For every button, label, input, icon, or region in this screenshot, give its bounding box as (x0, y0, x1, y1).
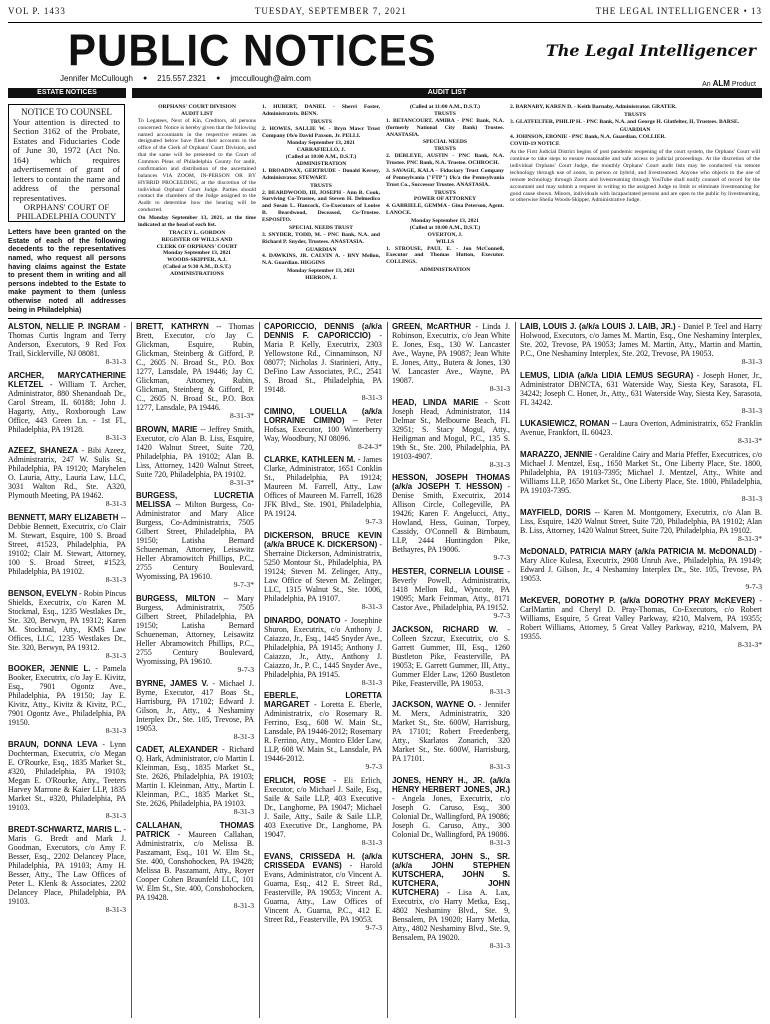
audit-heading: WILLS (435, 238, 455, 245)
estate-entry (136, 322, 254, 421)
estate-details: - Colleen Szczur, Executrix, c/o S. Garrett Gummer, III, Esq., 1260 Bustleton Pike, Feasterville, PA 19053; E. Garrett Gummer, III, Atty., Gummer Elder Law, 1260 Bustleton Pike, Feasterville, PA 19053. (392, 624, 510, 688)
estate-entry (264, 531, 382, 612)
estate-details: -- Peter Hofsas, Executor, 100 Winterberry Way, Woodbury, NJ 08096. (264, 415, 382, 443)
estate-details: - Jennifer M. Merx, Administratrix, 320 Market St., Ste. 600W, Harrisburg, PA 17101; Robert Freedenberg, Atty., Skarlatos Zonarich, 320 Market St., Ste. 600W, Harrisburg, PA 17101. (392, 700, 510, 764)
estate-entry-text (136, 491, 254, 581)
decedent-name: BRETT, KATHRYN (136, 322, 209, 331)
audit-heading: Monday September 13, 2021 (287, 140, 355, 147)
publication-code: 8-31-3 (741, 357, 762, 366)
decedent-name: BURGESS, MILTON (136, 593, 216, 603)
decedent-name: McDONALD, PATRICIA MARY (a/k/a PATRICIA M. McDONALD) (520, 547, 757, 557)
audit-heading: HERRON, J. (305, 275, 337, 281)
estate-column-5 (520, 322, 762, 654)
publication-code: 8-31-3 (105, 650, 126, 660)
publication-code: 8-31-3 (105, 726, 126, 736)
column-divider (259, 322, 260, 1018)
estate-entry (520, 419, 762, 446)
estate-entry (8, 825, 126, 915)
decedent-name: BURGESS, LUCRETIA MELISSA (136, 491, 254, 510)
audit-signature-line: TRACEY L. GORDON (168, 229, 226, 236)
publication-code: 9-7-3 (365, 922, 382, 932)
publication-code: 8-31-3 (233, 807, 254, 817)
decedent-name: MAYFIELD, DORIS (520, 507, 591, 517)
audit-heading: SPECIAL NEEDS (423, 139, 467, 146)
estate-entry-text (392, 700, 510, 763)
estate-entry (136, 594, 254, 675)
estate-entry-text (392, 625, 510, 688)
audit-column-2 (262, 104, 380, 282)
audit-entry: 3. SNYDER, TODD, M. - PNC Bank, N.A. and Richard P. Snyder, Trustees. ANASTASIA. (262, 231, 380, 245)
estate-details: - Bibi Azeez, Administratrix, 247 W. Sulis St., Philadelphia, PA 19120; Maryhelen O. Lauria, Atty., Lauria Law, LLC, 3031 Walton Rd., Ste. A320, Plymouth Meeting, PA 19462. (8, 446, 126, 501)
estate-entry (136, 679, 254, 742)
estate-entry (264, 455, 382, 527)
estate-entry (264, 776, 382, 848)
estate-entry (392, 852, 510, 951)
estate-entry-text (264, 322, 382, 394)
audit-heading: Monday September 13, 2021 (411, 218, 479, 224)
publication-code: 8-31-3 (489, 762, 510, 772)
audit-heading: TRUSTS (624, 111, 646, 118)
publication-code: 8-31-3 (361, 601, 382, 611)
notice-to-counsel-box (8, 104, 125, 222)
covid-notice-heading: COVID-19 NOTICE (510, 141, 560, 148)
estate-details: -- Laura Overton, Administratrix, 652 Franklin Avenue, Frankfort, IL 60423. (520, 419, 762, 438)
estate-details: - Maris G. Bredt and Mark J. Goodman, Executors, c/o Amy F. Besser, Esq., 2202 Delancey Place, Philadelphia, PA 19103; Amy H. Besser, Atty., The Law Offices of Peter L. Klenk & Associates, 2202 Delancey Place, Philadelphia, PA 19103. (8, 824, 126, 906)
bullet-icon: ● (142, 75, 148, 82)
audit-entry: 1. STROUSE, PAUL E. - Jon McConnell, Executor and Thomas Hutton, Executor. COLLINGS. (386, 245, 504, 266)
estate-entry (392, 322, 510, 394)
estate-entry-text (8, 825, 126, 906)
contact-name: Jennifer McCullough (60, 74, 133, 83)
decedent-name: BREDT-SCHWARTZ, MARIS L. (8, 824, 122, 834)
estate-entry-text (136, 425, 254, 479)
estate-entry (136, 821, 254, 911)
estate-details: - Maureen Callahan, Administratrix, c/o Melissa B. Paszamant, Esq., 101 W. Elm St., Ste. 400, Conshohocken, PA 19428; Melissa B. Paszamant, Atty., Royer Cooper Cohen Braunfeld LLC, 101 W. Elm St., Ste. 400, Conshohocken, PA 19428. (136, 829, 254, 902)
estate-entry-text (392, 398, 510, 461)
notice-box-title: NOTICE TO COUNSEL (21, 107, 112, 117)
publication-code: 8-31-3 (741, 405, 762, 415)
estate-details: -- Thomas Brett, Executor, c/o Jay C. Glickman, Esquire, Rubin, Glickman, Steinberg & Gifford, P. C., 2605 N. Broad St., P.O. Box 1277, Lansdale, PA 19446; Jay C. Glickman, Attorney, Rubin, Glickman, Steinberg & Gifford, P. C., 2605 N. Broad St., P.O. Box 1277, Lansdale, PA 19446. (136, 322, 254, 412)
estate-details: - Lisa A. Lax, Executrix, c/o Harry Metka, Esq., 4802 Neshaminy Blvd., Ste. 9, Bensalem, PA 19020; Harry Metka, Atty., 4802 Neshaminy Blvd., Ste. 9, Bensalem, PA 19020. (392, 887, 510, 942)
estate-details: - Denise Smith, Executrix, 2014 Allison Circle, Collegeville, PA 19426; Karen F. Angelucci, Atty., Howland, Hess, Guinan, Torpey, Cassidy, O'Connell & Birnbaum, LLP, 2444 Huntingdon Pike, Bethayres, PA 19006. (392, 482, 510, 555)
publication-code: 8-31-3 (489, 686, 510, 696)
estate-entry-text (8, 446, 126, 500)
estate-entry-text (8, 589, 126, 652)
estate-details: - Sherraine Dickerson, Administratrix, 5250 Montour St., Philadelphia, PA 19124; Steven M. Zelinger, Atty., Law Office of Steven M. Zelinger, LLC, 1315 Walnut St., Ste. 1006, Philadelphia, PA 19107. (264, 539, 382, 603)
estate-column-3 (264, 322, 382, 936)
estate-entry (8, 664, 126, 736)
decedent-name: BROWN, MARIE (136, 424, 198, 434)
publication-code: 8-31-3 (105, 810, 126, 820)
audit-entry: 2. BEARDWOOD, III, JOSEPH - Ann B. Cook, Surviving Co-Trustee, and Steven H. Delmedico and Susan L. Hancock, Co-Executors of Louise B. Beardwood, Deceased, Co-Trustee. ESPOSITO. (262, 189, 380, 223)
estate-entry (264, 322, 382, 403)
estate-details: - Loretta E. Eberle, Administratrix, c/o Rosemary R. Ferrino, Esq., 608 W. Main St., Lansdale, PA 19446-2012; Rosemary R. Ferrino, Atty., Montco Elder Law, LLP, 608 W. Main St., Lansdale, PA 19446-2012. (264, 700, 382, 764)
publication-code: 8-24-3* (357, 441, 382, 451)
audit-heading: TRUSTS (310, 118, 332, 125)
estate-entry-text (264, 616, 382, 679)
decedent-name: JONES, HENRY H., JR. (a/k/a HENRY HERBERT JONES, JR.) (392, 775, 510, 794)
estate-entry (392, 700, 510, 772)
estate-details: - William T. Archer, Administrator, 880 Shenandoah Dr., Carol Stream, IL 60188; John J. Hagarty, Atty., Roxborough Law Office, 443 Green Ln. - 1st Fl., Philadelphia, PA 19128. (8, 379, 126, 434)
estate-details: - Maria P. Kelly, Executrix, 2303 Yellowstone Rd., Cinnaminson, NJ 08077; Nicholas J. Starinieri, Atty., DeFino Law Associates, P.C., 2541 S. Broad St., Philadelphia, PA 19148. (264, 331, 382, 394)
estate-entry (392, 776, 510, 848)
decedent-name: ARCHER, MARYCATHERINE KLETZEL (8, 370, 126, 389)
decedent-name: EBERLE, LORETTA MARGARET (264, 691, 382, 710)
audit-entry: 2. DEBLEYE, AUSTIN - PNC Bank, N.A. Trustee. PNC Bank, N.A. Trustee. OCHROCH. (386, 153, 504, 166)
estate-details: - Daniel P. Teel and Harry Holwood, Executors, c/o James M. Martin, Esq., One Neshaminy Interplex, Ste. 202, Trevose, PA 19053; James M. Martin, Atty., Martin and Martin, P.C., One Neshaminy Interplex, Ste. 202, Trevose, PA 19053. (520, 322, 762, 358)
audit-heading: (Called at 11:00 A.M., D.S.T.) (409, 104, 481, 110)
publication-code: 8-31-3 (361, 837, 382, 847)
publication-code: 8-31-3 (233, 900, 254, 910)
audit-signature-line: (Called at 9:30 A.M., D.S.T.) (163, 264, 231, 271)
decedent-name: MARAZZO, JENNIE (520, 449, 593, 459)
audit-heading: TRUSTS (434, 189, 456, 196)
estate-entry-text (520, 596, 762, 641)
publication-code: 8-31-3 (741, 493, 762, 503)
estate-details: - CarlMartin and Cheryl D. Pray-Thomas, Co-Executors, c/o Robert Williams, Esquire, 5 Great Valley Parkway, #210, Malvern, PA 19355; Robert Williams, Attorney, 5 Great Valley Parkway, #210, Malvern, PA 19355. (520, 595, 762, 641)
estate-column-4 (392, 322, 510, 954)
audit-heading: ADMINISTRATION (419, 267, 471, 274)
masthead-rule (8, 22, 762, 23)
estate-entry (8, 446, 126, 509)
publication-code: 8-31-3* (229, 411, 254, 420)
estate-details: - Lynn Dochterman, Executrix, c/o Megan E. O'Rourke, Esq., 1835 Market St., #320, Philadelphia, PA 19103; Megan E. O'Rourke, Atty., Teeters Harvey Marrone & Kaier LLP, 1835 Market St., #320, Philadelphia, PA 19103. (8, 739, 126, 812)
estate-entry-text (520, 450, 762, 495)
column-divider (387, 322, 388, 1018)
section-divider (8, 318, 762, 319)
covid-notice-body: As the First Judicial District begins of post pandemic reopening of the court system, the Orphans' Court will continue to take steps to ensure reasonable and safe access to judicial proceedings. At the discretion of the individual Orphans' Court Judge, the monthly Orphans' Court audit lists may be conducted via remote technology through use of zoom, in person or hybrid, and livestreamed. Anyone who objects to the use of remote technology through Zoom and livestreaming through YouTube shall notify counsel of record for the accountant and may submit a request in writing to the assigned Judge to limit or eliminate livestreaming for good cause shown. Minors, individuals with incapacitated persons and are open to the public by livestreaming, or otherwise Sheila Woods-Skipper, Administrative Judge. (510, 149, 760, 204)
audit-entry: 1. BROADNAX, GERTRUDE - Donald Kersey, Administrator. STEWART. (262, 167, 380, 181)
decedent-name: HESSON, JOSEPH THOMAS (a/k/a JOSEPH T. HESSON) (392, 473, 510, 492)
audit-entry: 3. GLATFELTER, PHILIP H. - PNC Bank, N.A. and George H. Glatfelter, II, Trustees. BARSE. (510, 118, 740, 125)
estate-entry (520, 322, 762, 367)
column-divider (515, 322, 516, 1018)
estate-entry-text (392, 473, 510, 554)
publication-code: 8-31-3 (489, 384, 510, 393)
audit-heading: OVERTON, J. (427, 231, 463, 238)
audit-signature-line: ADMINISTRATIONS (170, 271, 224, 277)
audit-heading: ADMINISTRATION (295, 161, 347, 167)
audit-entry: 2. BARNABY, KAREN D. - Keith Barnaby, Administrator. GRATER. (510, 104, 677, 110)
audit-heading: CARRAFIELLO, J. (296, 147, 346, 154)
publication-code: 8-31-3 (489, 459, 510, 469)
estate-entry-text (392, 567, 510, 612)
decedent-name: HESTER, CORNELIA LOUISE (392, 566, 504, 576)
audit-heading: (Called at 10:00 A.M., D.S.T.) (285, 154, 357, 161)
publication-code: 8-31-3 (233, 731, 254, 741)
estate-details: - Geraldine Cairy and Maria Pfeffer, Executrices, c/o Michael J. Mentzel, Esq., 1650 Market St., One Liberty Place, Ste. 1800, Philadelphia, PA 19103-7395; Michael J. Mentzel, Atty., White and Williams LLP, 1650 Market St., One Liberty Place, Ste. 1800, Philadelphia, PA 19103-7395. (520, 449, 763, 495)
estate-entry (8, 740, 126, 821)
estate-entry-text (392, 322, 510, 385)
alm-logo: ALM (712, 79, 730, 88)
estate-entry-text (8, 322, 126, 358)
publication-code: 8-31-3* (737, 436, 762, 446)
product-prefix: An (702, 81, 711, 88)
estate-entry (264, 852, 382, 933)
decedent-name: CAPORICCIO, DENNIS (a/k/a DENNIS F. CAPORICCIO) (264, 322, 382, 340)
estate-details: - Michael J. Byrne, Executor, 417 Boas St., Harrisburg, PA 17102; Edward J. Gilson, Jr., Atty., 4 Neshaminy Interplex Dr., Ste. 105, Trevose, PA 19053. (136, 678, 254, 733)
decedent-name: CLARKE, KATHLEEN M. (264, 455, 356, 465)
estate-entry-text (264, 455, 382, 518)
estate-entry-text (264, 776, 382, 839)
estate-details: - Scott Joseph Head, Administrator, 114 Delmar St., Melbourne Beach, FL 32951; S. Stacy Mogul, Atty., Heiligman and Mogul, P.C., 135 S. 19th St., Ste. 200, Philadelphia, PA 19103-4907. (392, 397, 510, 461)
decedent-name: ERLICH, ROSE (264, 775, 326, 785)
publication-code: 8-31-3 (105, 904, 126, 914)
audit-entry: 4. DAWKINS, JR. CALVIN A. - BNY Mellon, N.A. Guardian. HIGGINS (262, 253, 380, 267)
publication-code: 8-31-3* (737, 639, 762, 649)
estate-entry (520, 371, 762, 416)
estate-column-1 (8, 322, 126, 918)
estate-entry (264, 691, 382, 772)
paper-page-label: THE LEGAL INTELLIGENCER • 13 (595, 6, 762, 16)
estate-column-2 (136, 322, 254, 915)
publication-code: 9-7-3 (365, 517, 382, 527)
publication-code: 9-7-3 (237, 664, 254, 674)
audit-signature-line: WOODS-SKIPPER, A.J. (167, 257, 227, 264)
masthead-line (8, 6, 762, 20)
estate-entry (264, 616, 382, 688)
publication-code: 9-7-3 (493, 610, 510, 620)
product-suffix: Product (731, 81, 756, 88)
estate-entry (8, 513, 126, 585)
audit-entry: 1. BETANCOURT, AMIRA - PNC Bank, N.A. (formerly National City Bank) Trustee. ANASTASIA. (386, 117, 504, 138)
publication-code: 8-31-3 (489, 940, 510, 950)
audit-signature-line: Monday September 13, 2021 (163, 250, 231, 257)
contact-email[interactable]: jmccullough@alm.com (230, 74, 311, 83)
publication-code: 8-31-3 (105, 357, 126, 366)
decedent-name: HEAD, LINDA MARIE (392, 397, 479, 407)
estate-entry (520, 508, 762, 544)
estate-entry-text (264, 852, 382, 924)
audit-entry: 4. JOHNSON, EBONIE - PNC Bank, N.A. Guardian. COLLIER. (510, 133, 666, 140)
estate-entry-text (520, 371, 762, 407)
publication-code: 8-31-3* (737, 533, 762, 543)
product-tagline (702, 79, 756, 88)
estate-details: -- Debbie Bennett, Executrix, c/o Clair M. Stewart, Esquire, 100 S. Broad Street, #1523, Philadelphia, PA 19102; Clair M. Stewart, Attorney, 100 S. Broad Street, #1523, Philadelphia, PA 19102. (8, 512, 126, 576)
audit-heading: POWER OF ATTORNEY (413, 196, 477, 203)
estate-details: - Angela Jones, Executrix, c/o Joseph G. Caruso, Esq., 300 Colonial Dr., Wallingford, PA 19086; Joseph G. Caruso, Atty., 300 Colonial Dr., Wallingford, PA 19086. (392, 793, 510, 839)
estate-details: -- Mary Burgess, Administratrix, 7505 Gilbert Street, Philadelphia, PA 19150; Latisha Bernard Schueneman, Attorney, Leisawitz Heller Abramowitch Phillips, P.C., 2755 Century Boulevard, Wyomissing, PA 19610. (136, 593, 254, 666)
publication-code: 8-31-3 (105, 574, 126, 584)
decedent-name: CALLAHAN, THOMAS PATRICK (136, 820, 254, 839)
estate-entry (392, 473, 510, 563)
decedent-name: AZEEZ, SHANEZA (8, 446, 78, 456)
publication-code: 9-7-3 (493, 553, 510, 563)
audit-heading: (Called at 10:00 A.M., D.S.T.) (409, 224, 481, 231)
notice-box-court: ORPHANS' COURT OF PHILADELPHIA COUNTY (16, 201, 117, 222)
estate-details: - Mary Alice Kulesa, Executrix, 2908 Unruh Ave., Philadelphia, PA 19149; Edward J. Gilson, Jr., 4 Neshaminy Interplex Dr., Ste. 105, Trevose, PA 19053. (520, 547, 762, 584)
estate-details: - Eli Erlich, Executor, c/o Michael J. Saile, Esq., Saile & Saile LLP, 403 Executive Dr., Langhorne, PA 19047; Michael J. Saile, Atty., Saile & Saile LLP, 403 Executive Dr., Langhorne, PA 19047. (264, 775, 382, 839)
estate-entry-text (8, 664, 126, 727)
letters-granted-notice: Letters have been granted on the Estate of each of the following decedents to the representatives named, who request all persons having claims against the Estate to present them in writing and all persons indebted to the Estate to make payment to them (unless otherwise noted all addresses being in Philadelphia) (8, 228, 126, 314)
decedent-name: LAIB, LOUIS J. (a/k/a LOUIS J. LAIB, JR.) (520, 322, 676, 331)
audit-heading: TRUSTS (310, 182, 332, 189)
contact-bar (60, 74, 311, 83)
audit-column-4 (510, 104, 760, 205)
estate-entry-text (136, 679, 254, 733)
audit-signature-line: CLERK OF ORPHANS' COURT (156, 243, 238, 250)
estate-entry (136, 745, 254, 817)
publication-code: 9-7-3 (745, 582, 762, 592)
estate-entry-text (136, 322, 254, 412)
audit-heading: Monday September 13, 2021 (287, 268, 355, 275)
decedent-name: CADET, ALEXANDER (136, 745, 218, 755)
audit-list-header: AUDIT LIST (132, 88, 762, 98)
decedent-name: DINARDO, DONATO (264, 615, 341, 625)
decedent-name: ALSTON, NELLIE P. INGRAM (8, 322, 120, 331)
estate-entry-text (8, 513, 126, 576)
estate-entry-text (8, 740, 126, 812)
publication-code: 8-31-3 (105, 432, 126, 442)
decedent-name: McKEVER, DOROTHY P. (a/k/a DOROTHY PRAY McKEVER) (520, 595, 755, 605)
estate-details: - Pamela Booker, Executrix, c/o Jay E. Kivitz, Esq., 7901 Ogontz Ave., Philadelphia, PA 19150; Jay E. Kivitz, Atty., Kivitz & Kivitz, P.C., 7901 Ogontz Ave., Philadelphia, PA 19150. (8, 664, 126, 728)
estate-details: - Harold Evans, Administrator, c/o Vincent A. Guarna, Esq., 412 E. Street Rd., Feasterville, PA 19053; Vincent A. Guarna, Atty., Law Offices of Vincent A. Guarna, P.C., 412 E. Street Rd., Feasterville, PA 19053. (264, 860, 382, 924)
estate-entry-text (264, 691, 382, 763)
estate-entry-text (520, 508, 762, 535)
decedent-name: GREEN, McARTHUR (392, 322, 472, 331)
estate-entry (392, 625, 510, 697)
decedent-name: BYRNE, JAMES V. (136, 678, 209, 688)
audit-heading: GUARDIAN (619, 126, 651, 133)
audit-heading: TRUSTS (434, 146, 456, 153)
estate-entry-text (392, 776, 510, 839)
audit-entry: 3. SAVAGE, KALA - Fiduciary Trust Company of Pennsylvania ("FTP") f/k/a the Pennsylvania Trust Co., Successor Trustee. ANASTASIA. (386, 167, 504, 188)
publication-code: 9-7-3* (233, 580, 254, 590)
contact-phone[interactable]: 215.557.2321 (157, 74, 207, 83)
estate-entry (520, 450, 762, 504)
decedent-name: BRAUN, DONNA LEVA (8, 739, 98, 749)
estate-entry-text (264, 407, 382, 443)
estate-entry-text (520, 419, 762, 437)
estate-entry-text (136, 821, 254, 902)
estate-entry-text (8, 371, 126, 434)
bullet-icon: ● (216, 75, 221, 82)
notice-box-body: Your attention is directed to Section 3162 of the Probate, Estates and Fiduciaries Code of June 30, 1972 (Act No. 164) which requires advertisement of grant of letters to contain the name and address of the personal representatives. (13, 116, 120, 203)
decedent-name: BENNETT, MARY ELIZABETH (8, 512, 119, 522)
audit-heading: TRUSTS (434, 110, 456, 117)
decedent-name: JACKSON, WAYNE O. (392, 700, 476, 710)
publication-code: 8-31-3 (361, 677, 382, 687)
estate-details: -- Jeffrey Smith, Executor, c/o Alan B. Liss, Esquire, 1420 Walnut Street, Suite 720, Philadelphia, PA 19102; Alan B. Liss, Attorney, 1420 Walnut Street, Suite 720, Philadelphia, PA 19102. (136, 424, 254, 479)
audit-column-1 (138, 104, 256, 278)
audit-division-heading: ORPHANS' COURT DIVISION (158, 104, 236, 110)
estate-entry (520, 547, 762, 592)
estate-entry-text (264, 531, 382, 603)
audit-column-3 (386, 104, 504, 274)
estate-entry (8, 589, 126, 661)
audit-list-subheading: AUDIT LIST (180, 110, 214, 117)
page-title: PUBLIC NOTICES (68, 25, 437, 76)
decedent-name: JACKSON, RICHARD W. (392, 624, 498, 634)
decedent-name: BENSON, EVELYN (8, 588, 78, 598)
publication-code: 9-7-3 (365, 762, 382, 772)
estate-entry-text (520, 322, 762, 358)
estate-notices-header: ESTATE NOTICES (8, 88, 126, 98)
decedent-name: BOOKER, JENNIE L. (8, 664, 91, 674)
estate-details: - Linda J. Robinson, Executrix, c/o Jean White E. Jones, Esq., 130 W. Lancaster Ave., Wayne, PA 19087; Jean White E. Jones, Atty., Butera & Jones, 130 W. Lancaster Ave., Wayne, PA 19087. (392, 322, 510, 385)
volume-label: VOL P. 1433 (8, 6, 66, 16)
audit-paragraph: On Monday September 13, 2021, at the time indicated at the head of each list. (138, 215, 256, 228)
estate-details: - James Clarke, Administrator, 1651 Conklin St., Philadelphia, PA 19124; Maureen M. Farrell, Atty., Law Offices of Maureen M. Farrell, 1628 JFK Blvd., Ste. 1901, Philadelphia, PA 19124. (264, 455, 382, 519)
audit-heading: GUARDIAN (305, 246, 337, 253)
decedent-name: LUKASIEWICZ, ROMAN (520, 419, 610, 429)
issue-date: TUESDAY, SEPTEMBER 7, 2021 (254, 6, 407, 16)
estate-details: - Thomas Curtis Ingram and Terry Anderson, Executors, 9 Red Fox Trail, Sicklerville, NJ 08081. (8, 322, 126, 358)
estate-details: - Beverly Powell, Administratrix, 1418 Mellon Rd., Wyncote, PA 19095; Mark Feinman, Atty., 8171 Castor Ave., Philadelphia, PA 19152. (392, 566, 510, 612)
publication-code: 8-31-3 (361, 393, 382, 402)
decedent-name: CIMINO, LOUELLA (a/k/a LORRAINE CIMINO) (264, 406, 382, 425)
estate-details: - Richard Q. Hark, Administrator, c/o Martin I. Kleinman, Esq., 1835 Market St., Ste. 2626, Philadelphia, PA 19103; Martin I. Kleinman, Atty., Martin I. Kleinman, P.C., 1835 Market St., Ste. 2626, Philadelphia, PA 19103. (136, 745, 254, 809)
estate-entry (8, 322, 126, 367)
audit-heading: SPECIAL NEEDS TRUST (289, 224, 353, 231)
publication-code: 8-31-3* (229, 477, 254, 487)
estate-entry (520, 596, 762, 650)
audit-paragraph: To Legatees, Next of Kin, Creditors, all persons concerned: Notice is hereby given that the following named accountants in the respective estates as designated below have filed their accounts in the office of the Clerk of Orphans' Court Division, and that the same will be presented to the Court of Common Pleas of Philadelphia County for audit, confirmation and distribution of the ascertained balances VIA ZOOM, IN-PERSON OR BY HYBRID PROCEEDING, at the discretion of the individual Orphans' Court Judge. Parties should contact the chambers of the Judge assigned to the Audit to determine how the hearing will be conducted. (138, 117, 256, 214)
estate-entry-text (136, 745, 254, 808)
audit-entry: 2. HOWES, SALLIE W. - Bryn Mawr Trust Company f/b/o David Paxson, Jr. PELLI. (262, 125, 380, 139)
estate-entry (392, 398, 510, 470)
decedent-name: KUTSCHERA, JOHN S., SR. (a/k/a JOHN STEPHEN KUTSCHERA, JOHN S. KUTCHERA, JOHN KUTCHERA) (392, 851, 510, 897)
estate-entry (136, 491, 254, 590)
estate-entry-text (136, 594, 254, 666)
publication-code: 8-31-3 (105, 499, 126, 509)
estate-details: -- Milton Burgess, Co-Administrator and Mary Alice Burgess, Co-Administratrix, 7505 Gilbert Street, Philadelphia, PA 19150; Latisha Bernard Schueneman, Attorney, Leisawitz Heller Abramowitch Phillips, P.C., 2755 Century Boulevard, Wyomissing, PA 19610. (136, 500, 254, 582)
column-divider (131, 322, 132, 1018)
estate-entry (136, 425, 254, 488)
decedent-name: EVANS, CRISSEDA H. (a/k/a CRISSEDA EVANS) (264, 851, 382, 870)
audit-signature-line: REGISTER OF WILLS AND (161, 236, 233, 243)
estate-details: - Josephine Shuron, Executrix, c/o Anthony J. Caiazzo, Jr., Esq., 1445 Snyder Ave., Philadelphia, PA 19145; Anthony J. Caiazzo, Jr., Atty., Anthony J. Caiazzo, Jr., P. C., 1445 Snyder Ave., Philadelphia, PA 19145. (264, 615, 382, 679)
brand-logo: The Legal Intelligencer (545, 41, 756, 60)
decedent-name: LEMUS, LIDIA (a/k/a LIDIA LEMUS SEGURA) (520, 370, 694, 380)
estate-entry (264, 407, 382, 452)
audit-entry: 1. HUBERT, DANIEL - Sherri Foster, Administratrix. BENN. (262, 104, 380, 117)
estate-entry-text (520, 547, 762, 583)
estate-details: - Robin Pincus Shields, Executrix, c/o Karen M. Stockmal, Esq., 1235 Westlakes Dr., Ste. 320, Berwyn, PA 19312; Karen M. Stockmal, Atty., KMS Law Offices, LLC, 1235 Westlakes Dr., Ste. 320, Berwyn, PA 19312. (8, 588, 126, 652)
estate-entry (8, 371, 126, 443)
estate-details: - Joseph Honer, Jr., Administrator DBNCTA, 631 Waterside Way, Siesta Key, Sarasota, FL 34242; Joseph C. Honer, Jr., Atty., 631 Waterside Way, Siesta Key, Sarasota, FL 34242. (520, 370, 762, 407)
estate-entry (392, 567, 510, 621)
publication-code: 8-31-3 (489, 837, 510, 847)
estate-details: -- Karen M. Montgomery, Executrix, c/o Alan B. Liss, Esquire, 1420 Walnut Street, Suite 720, Philadelphia, PA 19102; Alan B. Liss, Attorney, 1420 Walnut Street, Suite 720, Philadelphia, PA 19102. (520, 507, 762, 535)
audit-entry: 4. GABRIELE, GEMMA - Gina Peterson, Agent. LANOCE. (386, 203, 504, 217)
estate-entry-text (392, 852, 510, 942)
decedent-name: DICKERSON, BRUCE KEVIN (a/k/a BRUCE K. DICKERSON) (264, 530, 382, 549)
